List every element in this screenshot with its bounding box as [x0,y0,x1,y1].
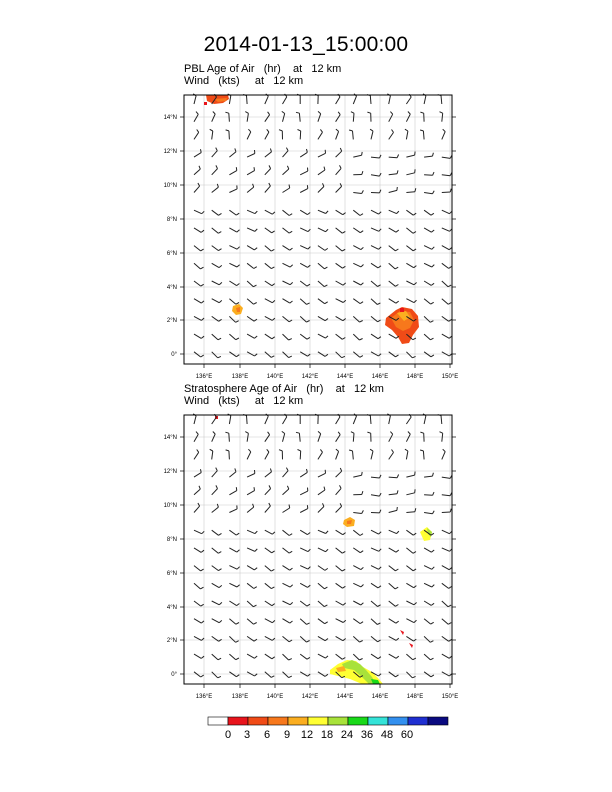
wind-barb [370,96,371,105]
colorbar-label: 24 [340,729,354,741]
panel1-lon-axis [204,364,450,368]
panel2-lat-label: 6°N [166,571,177,577]
wind-barb-feather [362,472,363,475]
colorbar-label: 48 [380,729,394,741]
panel2-lat-labels [164,435,178,678]
panel2-lon-axis [204,684,450,688]
panel1-map [164,94,459,380]
colorbar-label: 60 [400,729,414,741]
colorbar-swatch [248,717,268,725]
wind-barb [424,175,433,176]
panel1-lon-label: 140°E [266,374,284,380]
colorbar-label: 6 [263,729,271,741]
panel1-title-line1: PBL Age of Air (hr) at 12 km [184,63,342,75]
wind-barb [442,512,451,513]
wind-barb [353,113,354,122]
panel2-title-line1: Stratosphere Age of Air (hr) at 12 km [184,383,384,395]
panel2-lon-label: 136°E [195,694,213,700]
panel1-lon-labels [196,374,458,380]
panel1-lat-label: 14°N [163,115,177,121]
panel2-map [164,414,459,700]
wind-barb [229,433,230,442]
panel1-patch-large-core [400,308,404,312]
colorbar-swatch [368,717,388,725]
wind-barb [423,451,424,460]
wind-barb-feather [289,505,290,509]
wind-barb-feather [289,185,290,189]
panel2-title-line2: Wind (kts) at 12 km [184,395,304,407]
panel2-lon-label: 146°E [371,694,389,700]
panel2-lon-label: 138°E [231,694,249,700]
wind-barb [424,495,433,496]
panel2-lon-label: 150°E [441,694,459,700]
wind-barb [300,131,301,140]
panel1-lon-label: 148°E [406,374,424,380]
main-title: 2014-01-13_15:00:00 [203,33,409,56]
wind-barb [370,416,371,425]
panel2-lat-label: 10°N [163,503,177,509]
panel1-lon-label: 136°E [195,374,213,380]
panel2-lon-label: 142°E [301,694,319,700]
panel2-lon-label: 140°E [266,694,284,700]
colorbar-swatch [328,717,348,725]
colorbar-label: 12 [300,729,314,741]
panel1-lat-label: 4°N [166,285,177,291]
panel2-lon-labels [196,694,458,700]
panel2-lon-label: 144°E [336,694,354,700]
panel2-lat-label: 12°N [163,469,177,475]
colorbar-boxes [208,717,448,725]
colorbar-swatch [348,717,368,725]
wind-barb-feather [201,149,202,152]
colorbar [208,717,448,741]
colorbar-labels [225,729,413,741]
panel1-lat-label: 12°N [163,149,177,155]
panel1-lon-label: 150°E [441,374,459,380]
colorbar-swatch [268,717,288,725]
colorbar-swatch [388,717,408,725]
wind-barb [229,131,230,140]
panel1-lat-label: 10°N [163,183,177,189]
panel1-lon-label: 142°E [301,374,319,380]
colorbar-label: 3 [243,729,251,741]
panel1-lat-label: 6°N [166,251,177,257]
wind-barb [423,131,424,140]
wind-barb [300,451,301,460]
wind-barb-feather [254,167,255,170]
wind-barb-feather [236,167,237,170]
colorbar-swatch [408,717,428,725]
panel1-lon-label: 146°E [371,374,389,380]
panel2-lat-label: 14°N [163,435,177,441]
panel2-lat-label: 8°N [166,537,177,543]
colorbar-label: 0 [224,729,232,741]
panel2-lat-label: 4°N [166,605,177,611]
panel1-title-line2: Wind (kts) at 12 km [184,75,304,87]
panel2-lon-label: 148°E [406,694,424,700]
colorbar-label: 18 [320,729,334,741]
wind-barb-feather [201,469,202,472]
wind-barb [229,113,230,122]
colorbar-swatch [288,717,308,725]
panel1-lat-labels [164,115,178,358]
panel1-dot-top [204,102,207,105]
wind-barb [389,477,398,478]
wind-barb [389,157,398,158]
wind-barb [442,192,451,193]
colorbar-swatch [208,717,228,725]
panel1-lon-label: 138°E [231,374,249,380]
colorbar-label: 36 [360,729,374,741]
colorbar-swatch [428,717,448,725]
wind-barb-feather [236,487,237,490]
wind-barb [229,451,230,460]
colorbar-swatch [308,717,328,725]
wind-barb [353,433,354,442]
wind-barb-feather [362,152,363,155]
wind-barb [247,416,248,425]
wind-barb [247,96,248,105]
panel2-lat-label: 0° [171,672,177,678]
colorbar-label: 9 [283,729,291,741]
panel1-lat-label: 8°N [166,217,177,223]
panel1-lon-label: 144°E [336,374,354,380]
panel1-lat-label: 0° [171,352,177,358]
wind-barb-feather [254,487,255,490]
colorbar-swatch [228,717,248,725]
panel2-lat-label: 2°N [166,638,177,644]
panel1-lat-label: 2°N [166,318,177,324]
